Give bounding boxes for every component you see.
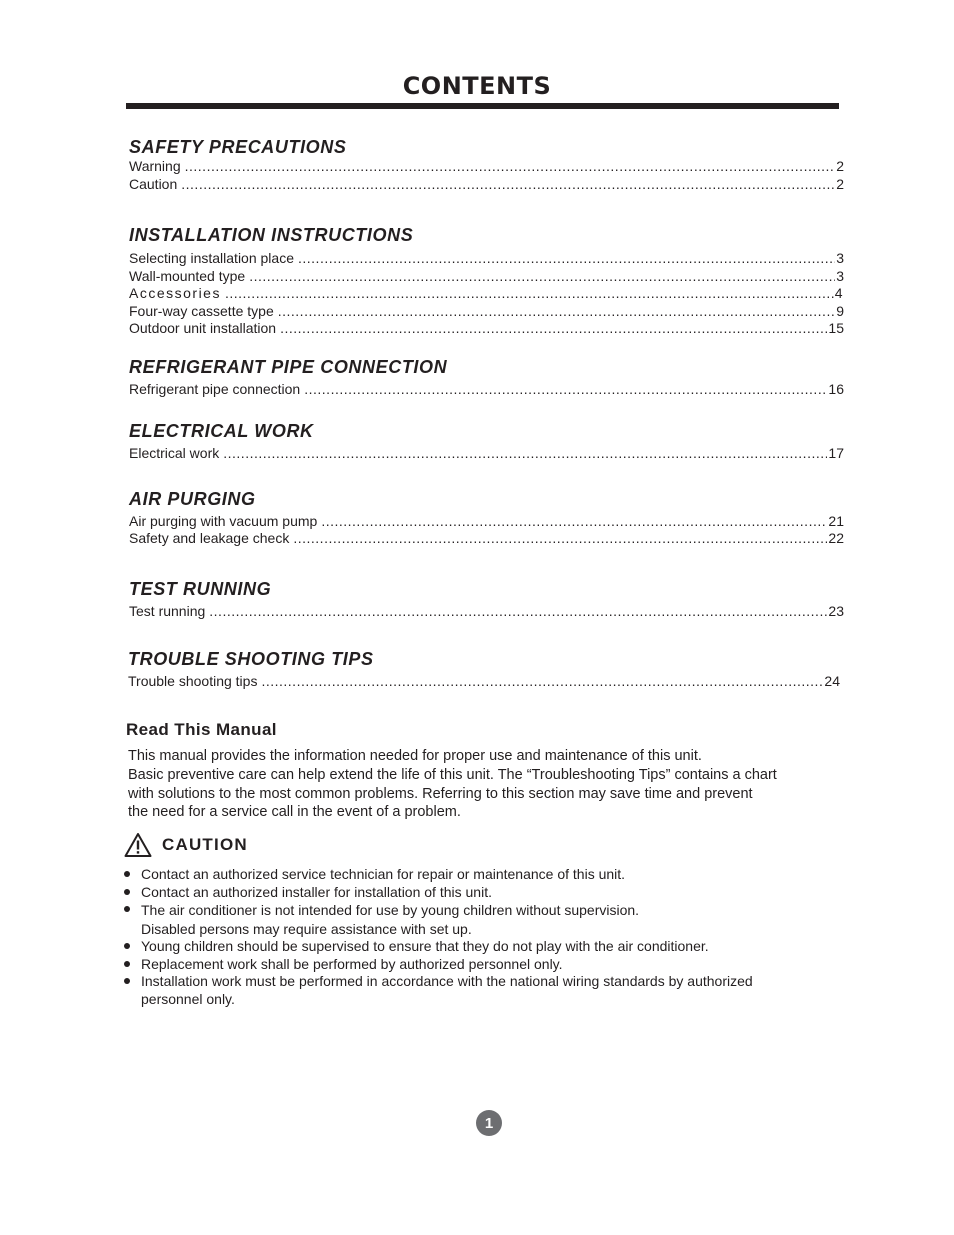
read-manual-line: Basic preventive care can help extend the life of this unit. The “Troubleshooting Tips” contains a chart	[128, 766, 777, 783]
read-manual-body	[128, 747, 848, 822]
read-manual-heading: Read This Manual	[126, 720, 277, 739]
caution-item-text: Young children should be supervised to ensure that they do not play with the air conditioner.	[141, 938, 709, 954]
caution-item	[122, 884, 842, 902]
toc-section-electrical	[129, 420, 844, 463]
toc-entry-page: 2	[836, 175, 844, 192]
dot-leader	[185, 158, 836, 176]
toc-entry-page: 17	[828, 445, 844, 461]
toc-section-heading: ELECTRICAL WORK	[129, 421, 314, 441]
toc-entry-page: 3	[836, 250, 844, 266]
toc-entry-page: 22	[828, 530, 844, 546]
title-underline	[126, 103, 839, 109]
toc-entry-page: 4	[834, 285, 844, 301]
read-manual-line: This manual provides the information needed for proper use and maintenance of this unit.	[128, 748, 702, 764]
toc-entry[interactable]	[129, 445, 844, 463]
toc-entry[interactable]	[129, 603, 844, 621]
toc-entry-label: Test running	[129, 602, 206, 619]
toc-entry-page: 16	[828, 380, 844, 397]
dot-leader	[225, 285, 834, 303]
table-of-contents	[129, 136, 844, 691]
dot-leader	[304, 381, 827, 399]
bullet-icon	[124, 961, 130, 967]
read-manual-line: with solutions to the most common problems. Referring to this section may save time and prevent	[128, 785, 753, 802]
toc-entry-label: Warning	[129, 158, 181, 174]
toc-entry-page: 23	[828, 602, 844, 619]
toc-entry-label: Wall-mounted type	[129, 267, 246, 284]
toc-entry[interactable]	[129, 513, 844, 531]
toc-entry[interactable]	[129, 320, 844, 338]
dot-leader	[298, 250, 835, 268]
toc-entry-page: 9	[836, 302, 844, 319]
toc-section-refrigerant	[129, 356, 844, 399]
toc-entry-label: Refrigerant pipe connection	[129, 380, 301, 397]
toc-section-test-running	[129, 578, 844, 621]
warning-triangle-icon	[124, 832, 152, 858]
dot-leader	[223, 445, 827, 463]
caution-item-text: Contact an authorized installer for installation of this unit.	[141, 883, 492, 900]
toc-entry[interactable]	[129, 158, 844, 176]
dot-leader	[293, 530, 827, 548]
toc-section-heading: AIR PURGING	[129, 488, 256, 509]
bullet-icon	[124, 889, 130, 895]
toc-entry-label: Caution	[129, 175, 178, 192]
caution-item-text: The air conditioner is not intended for use by young children without supervision. Disabled persons may require assistance with set up.	[141, 902, 640, 937]
caution-item	[122, 938, 842, 956]
toc-entry[interactable]	[129, 381, 844, 399]
caution-item	[122, 973, 842, 1008]
toc-entry-page: 24	[824, 673, 840, 689]
toc-entry-label: Accessories	[129, 285, 221, 301]
read-manual-line: the need for a service call in the event of a problem.	[128, 804, 461, 821]
caution-item	[122, 901, 842, 938]
caution-item-text: Installation work must be performed in accordance with the national wiring standards by authorized personnel only.	[141, 973, 753, 1007]
toc-section-heading: SAFETY PRECAUTIONS	[129, 137, 347, 157]
toc-entry[interactable]	[129, 303, 844, 321]
toc-entry-page: 21	[828, 512, 844, 529]
toc-entry-label: Safety and leakage check	[129, 530, 290, 546]
toc-entry[interactable]	[129, 530, 844, 548]
toc-entry-label: Electrical work	[129, 445, 220, 461]
toc-entry-label: Outdoor unit installation	[129, 320, 277, 336]
caution-item	[122, 866, 842, 884]
toc-entry[interactable]	[129, 176, 844, 194]
bullet-icon	[124, 943, 130, 949]
toc-section-safety	[129, 136, 844, 193]
dot-leader	[261, 673, 823, 691]
toc-entry[interactable]	[129, 285, 844, 303]
caution-list	[122, 866, 842, 1008]
dot-leader	[321, 513, 827, 531]
toc-section-heading: REFRIGERANT PIPE CONNECTION	[129, 356, 448, 377]
caution-item	[122, 956, 842, 974]
dot-leader	[181, 176, 835, 194]
bullet-icon	[124, 906, 130, 912]
toc-entry-label: Selecting installation place	[129, 250, 294, 266]
toc-entry-label: Trouble shooting tips	[128, 673, 258, 689]
toc-section-heading: INSTALLATION INSTRUCTIONS	[129, 225, 414, 245]
page-title: CONTENTS	[402, 72, 552, 100]
caution-item-text: Replacement work shall be performed by authorized personnel only.	[141, 955, 563, 972]
toc-entry-label: Air purging with vacuum pump	[129, 512, 318, 529]
toc-entry[interactable]	[128, 673, 840, 691]
page-number-badge: 1	[476, 1110, 502, 1136]
caution-item-text: Contact an authorized service technician for repair or maintenance of this unit.	[141, 866, 626, 882]
toc-section-heading: TEST RUNNING	[129, 578, 272, 599]
toc-entry-page: 3	[836, 267, 844, 284]
dot-leader	[209, 603, 827, 621]
toc-section-heading: TROUBLE SHOOTING TIPS	[128, 649, 374, 669]
toc-section-trouble-shooting	[128, 648, 840, 691]
caution-heading: CAUTION	[162, 835, 248, 854]
toc-section-installation	[129, 224, 844, 338]
bullet-icon	[124, 871, 130, 877]
bullet-icon	[124, 978, 130, 984]
toc-entry[interactable]	[129, 250, 844, 268]
toc-entry-page: 2	[836, 158, 844, 174]
caution-header	[124, 832, 248, 858]
toc-entry-page: 15	[828, 320, 844, 336]
dot-leader	[249, 268, 835, 286]
toc-entry-label: Four-way cassette type	[129, 302, 274, 319]
dot-leader	[280, 320, 827, 338]
dot-leader	[278, 303, 835, 321]
toc-section-air-purging	[129, 488, 844, 548]
toc-entry[interactable]	[129, 268, 844, 286]
